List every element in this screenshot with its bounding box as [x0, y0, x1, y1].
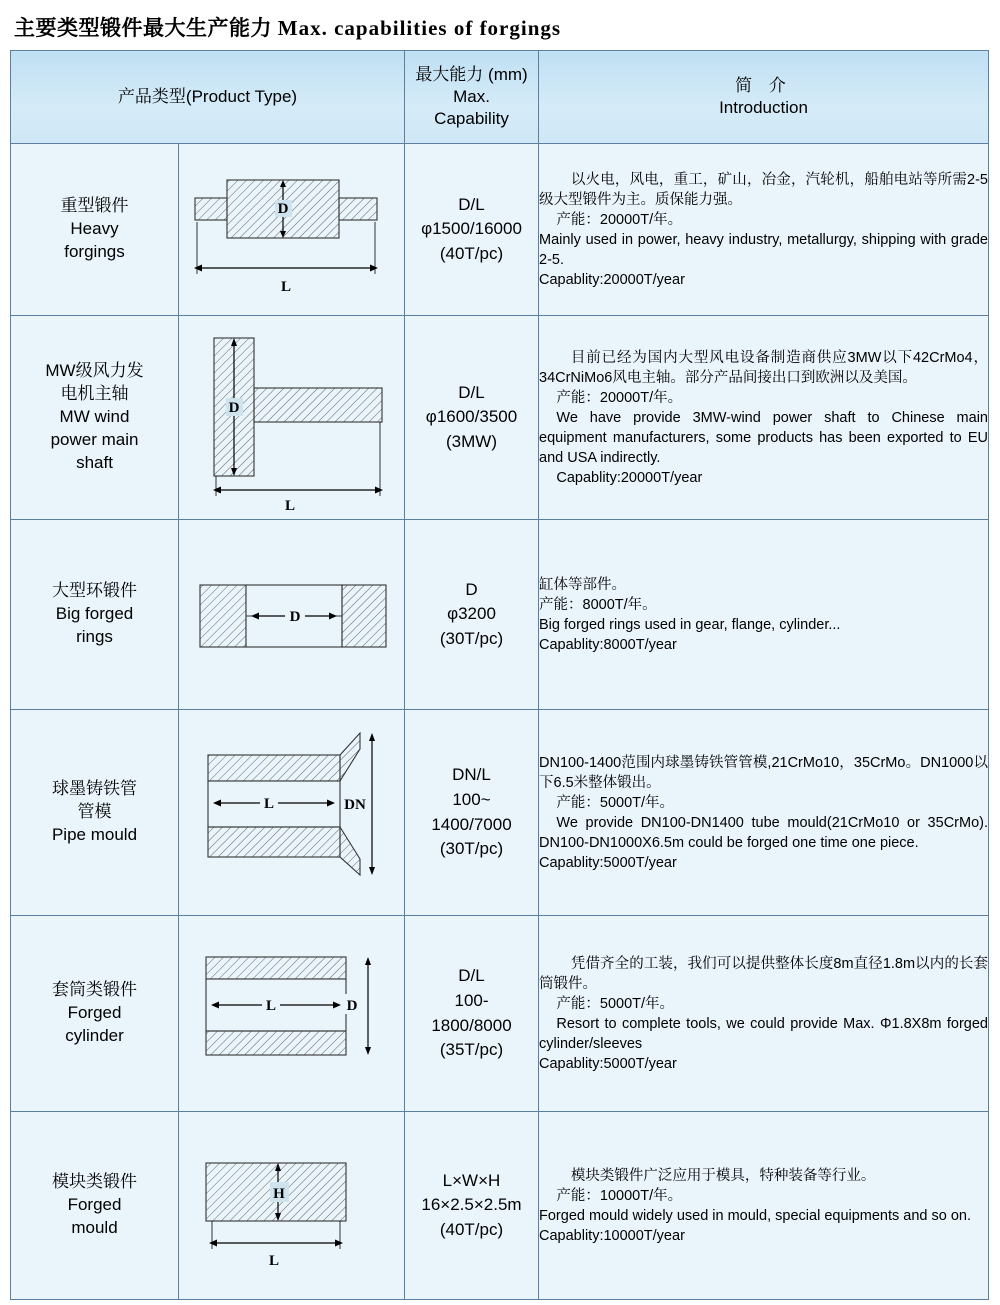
svg-text:L: L — [263, 795, 274, 812]
big-forged-ring-diagram — [179, 520, 405, 710]
table-row — [11, 144, 989, 316]
svg-text:L: L — [265, 997, 276, 1014]
product-type-cell: 套筒类锻件 Forged cylinder — [11, 916, 179, 1112]
wind-power-main-shaft-figure — [182, 320, 402, 516]
capabilities-table — [10, 50, 989, 1300]
big-forged-ring-figure — [182, 555, 402, 675]
table-row — [11, 916, 989, 1112]
product-type-cell: MW级风力发 电机主轴 MW wind power main shaft — [11, 316, 179, 520]
table-row — [11, 316, 989, 520]
product-type-cell: 模块类锻件 Forged mould — [11, 1112, 179, 1300]
svg-text:D: D — [228, 399, 239, 416]
svg-text:D: D — [277, 200, 288, 217]
column-header-max-capability: 最大能力 (mm) Max. Capability — [405, 51, 539, 144]
column-header-introduction: 简 介 Introduction — [539, 51, 989, 144]
product-type-cell: 重型锻件 Heavy forgings — [11, 144, 179, 316]
svg-text:D: D — [289, 608, 300, 625]
column-header-product-type: 产品类型(Product Type) — [11, 51, 405, 144]
table-header — [11, 51, 989, 144]
svg-text:L: L — [284, 497, 295, 514]
max-capability-cell: D/L φ1500/16000 (40T/pc) — [405, 144, 539, 316]
max-capability-cell: L×W×H 16×2.5×2.5m (40T/pc) — [405, 1112, 539, 1300]
forged-cylinder-diagram — [179, 916, 405, 1112]
introduction-cell: 凭借齐全的工装，我们可以提供整体长度8m直径1.8m以内的长套筒锻件。 产能：5000T/年。 Resort to complete tools, we could provide Max. Φ1.8X8m forged cylinder/sleeves Capablity:5000T/year — [539, 916, 989, 1112]
forged-mould-diagram — [179, 1112, 405, 1300]
svg-text:L: L — [268, 1252, 279, 1269]
introduction-cell: DN100-1400范围内球墨铸铁管管模,21CrMo10，35CrMo。DN1000以下6.5米整体锻出。 产能：5000T/年。 We provide DN100-DN1400 tube mould(21CrMo10 or 35CrMo). DN100-DN1000X6.5m could be forged one time one piece. Capablity:5000T/year — [539, 710, 989, 916]
product-type-cell: 大型环锻件 Big forged rings — [11, 520, 179, 710]
introduction-cell: 以火电，风电，重工，矿山，冶金，汽轮机，船舶电站等所需2-5级大型锻件为主。质保能力强。 产能：20000T/年。 Mainly used in power, heavy industry, metallurgy, shipping with grade 2-5. Capablity:20000T/year — [539, 144, 989, 316]
introduction-cell: 目前已经为国内大型风电设备制造商供应3MW以下42CrMo4，34CrNiMo6风电主轴。部分产品间接出口到欧洲以及美国。 产能：20000T/年。 We have provide 3MW-wind power shaft to Chinese main equipment manufacturers, some products has been exported to EU and USA indirectly. Capablity:20000T/year — [539, 316, 989, 520]
svg-text:H: H — [272, 1185, 285, 1202]
max-capability-cell: D φ3200 (30T/pc) — [405, 520, 539, 710]
product-type-cell: 球墨铸铁管 管模 Pipe mould — [11, 710, 179, 916]
svg-text:DN: DN — [343, 796, 366, 813]
max-capability-cell: D/L φ1600/3500 (3MW) — [405, 316, 539, 520]
max-capability-cell: D/L 100- 1800/8000 (35T/pc) — [405, 916, 539, 1112]
table-header-row — [11, 51, 989, 144]
heavy-forging-shaft-figure — [183, 150, 401, 310]
svg-text:D: D — [346, 997, 357, 1014]
introduction-cell: 缸体等部件。 产能：8000T/年。 Big forged rings used in gear, flange, cylinder... Capablity:8000T/year — [539, 520, 989, 710]
pipe-mould-figure — [182, 723, 402, 903]
table-row — [11, 1112, 989, 1300]
page-title — [10, 8, 990, 50]
page-title-en: Max. capabilities of forgings — [277, 16, 562, 40]
pipe-mould-diagram — [179, 710, 405, 916]
wind-power-main-shaft-diagram — [179, 316, 405, 520]
max-capability-cell: DN/L 100~ 1400/7000 (30T/pc) — [405, 710, 539, 916]
heavy-forging-shaft-diagram — [179, 144, 405, 316]
forged-mould-figure — [182, 1141, 402, 1271]
page-title-cn: 主要类型锻件最大生产能力 — [14, 16, 272, 40]
table-row — [11, 520, 989, 710]
svg-text:L: L — [280, 278, 291, 295]
introduction-cell: 模块类锻件广泛应用于模具，特种装备等行业。 产能：10000T/年。 Forged mould widely used in mould, special equipments and so on. Capablity:10000T/year — [539, 1112, 989, 1300]
table-row — [11, 710, 989, 916]
forged-cylinder-figure — [182, 939, 402, 1089]
